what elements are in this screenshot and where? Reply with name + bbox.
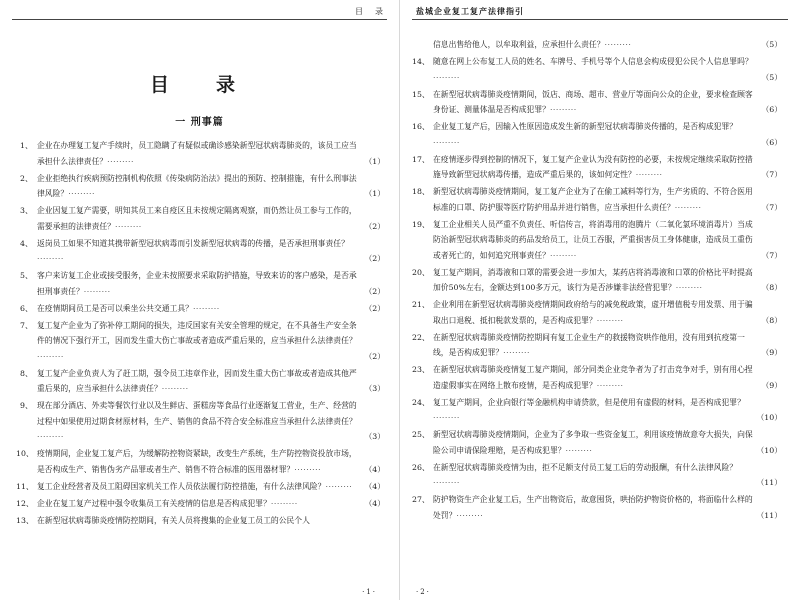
toc-entry-page: （2） <box>364 254 385 263</box>
toc-entry-number: 11、 <box>16 481 34 491</box>
toc-entry-text: 现在部分酒店、外卖等餐饮行业以及生鲜店、蛋糕房等食品行业逐渐复工营业，生产、经营的过程中如果使用过期食材原材料，生产、销售的食品不符合安全标准应当承担什么法律责任？ <box>37 401 357 426</box>
toc-entry-text: 复工复产企业负责人为了赶工期，强令员工违章作业，因而发生重大伤亡事故或者造成其他严重后果的，应当承担什么法律责任？ <box>37 368 357 393</box>
toc-entry[interactable] <box>412 362 782 393</box>
toc-entry-page: （7） <box>761 250 782 260</box>
toc-entry-text: 复工复产期间，消毒液和口罩的需要会进一步加大，某药店将消毒液和口罩的价格比平时提高加价50%左右，金额达到100多万元，该行为是否涉嫌非法经营犯罪？ <box>433 267 753 292</box>
toc-entry-text: 在新型冠状病毒肺炎疫情为由，拒不足额支付员工复工后的劳动报酬，有什么法律风险？ <box>433 462 738 472</box>
toc-entry-text: 复工复产企业为了弥补停工期间的损失，违反国家有关安全管理的规定，在不具备生产安全条件的情况下强行开工，因而发生重大伤亡事故或者造成严重后果的，应当承担什么法律责任？ <box>37 320 357 345</box>
toc-entry-page: （10） <box>756 413 782 422</box>
leader-dots: ········· <box>456 510 484 520</box>
toc-entry-number: 15、 <box>412 89 430 99</box>
running-head-right: 盐城企业复工复产法律指引 <box>416 6 524 16</box>
toc-entry-text: 在新型冠状病毒肺炎疫情期间，饭店、商场、超市、营业厅等面向公众的企业，要求检查顾客身份证、测量体温是否构成犯罪？ <box>433 89 753 114</box>
toc-entry[interactable] <box>20 268 385 299</box>
toc-entry-text: 新型冠状病毒肺炎疫情期间，复工复产企业为了在偷工减料等行为，生产劣质的、不符合医用标准的口罩、防护服等医疗防护用品并进行销售，应当承担什么责任？ <box>433 187 753 212</box>
toc-entry-page: （1） <box>364 189 385 198</box>
toc-entry[interactable] <box>416 37 782 53</box>
toc-entry-number: 18、 <box>412 187 430 196</box>
toc-entry[interactable] <box>412 330 782 361</box>
right-page <box>400 0 800 600</box>
toc-entry-number: 5、 <box>20 271 33 280</box>
toc-entry-number: 27、 <box>412 495 430 504</box>
toc-entry-text: 企业在办理复工复产手续时，员工隐瞒了有疑似或确诊感染新型冠状病毒肺炎的，该员工应当承担什么法律责任？ <box>37 141 357 166</box>
toc-entry-text: 复工企业经营者及员工阻碍国家机关工作人员依法履行防控措施，有什么法律风险？ <box>37 481 326 491</box>
leader-dots: ········· <box>325 481 353 491</box>
toc-entry-number: 17、 <box>412 154 430 164</box>
leader-dots: ········· <box>635 170 663 179</box>
toc-entry-page: （10） <box>756 445 782 455</box>
toc-entry[interactable] <box>16 496 385 512</box>
leader-dots: ········· <box>674 202 702 212</box>
toc-entry[interactable] <box>20 171 385 202</box>
toc-entry-number: 13、 <box>16 515 34 525</box>
toc-entry-number: 20、 <box>412 267 430 277</box>
toc-entry[interactable] <box>412 87 782 118</box>
toc-entry-text: 企业因复工复产需要，明知其员工来自疫区且未按规定隔离观察，而仍然让员工参与工作的，需要承担的法律责任？ <box>37 206 357 231</box>
leader-dots: ········· <box>294 464 322 474</box>
toc-entry-page: （5） <box>761 40 782 49</box>
toc-entry[interactable] <box>412 119 782 150</box>
toc-entry-text: 企业利用在新型冠状病毒肺炎疫情期间政府给与的减免税政策，虚开增值税专用发票、用于骗取出口退税、抵扣税款发票的，是否构成犯罪？ <box>433 300 753 325</box>
toc-entry-number: 6、 <box>20 303 33 313</box>
header-rule-right <box>412 19 788 20</box>
leader-dots: ········· <box>503 348 530 357</box>
toc-entry[interactable] <box>16 479 385 495</box>
toc-entry[interactable] <box>412 217 782 264</box>
leader-dots: ········· <box>114 221 142 231</box>
toc-entry-text: 防护物资生产企业复工后，生产出物资后，故意囤货，哄抬防护物资价格的，将面临什么样的处罚？ <box>433 495 753 520</box>
toc-entry-page: （11） <box>756 478 782 487</box>
toc-entry[interactable] <box>412 152 782 183</box>
leader-dots: ········· <box>433 72 460 82</box>
toc-entry-page: （4） <box>364 464 385 474</box>
toc-entry-text: 在新型冠状病毒肺炎疫情复工复产期间，部分同类企业竞争者为了打击竞争对手，别有用心捏造虚假事实在网络上散布疫情，是否构成犯罪？ <box>433 365 753 390</box>
toc-entry-number: 14、 <box>412 57 430 66</box>
leader-dots: ········· <box>549 250 577 260</box>
toc-entry[interactable] <box>20 318 385 365</box>
toc-entry-number: 9、 <box>20 401 33 410</box>
toc-entry-page: （3） <box>364 384 385 393</box>
header-rule-left <box>12 19 387 20</box>
leader-dots: ········· <box>37 432 64 441</box>
toc-entry-page: （6） <box>761 105 782 114</box>
leader-dots: ········· <box>433 413 460 422</box>
leader-dots: ········· <box>107 156 134 166</box>
toc-entry[interactable] <box>412 395 782 426</box>
toc-entry[interactable] <box>20 203 385 234</box>
toc-entry-text: 随意在网上公布复工人员的姓名、车牌号、手机号等个人信息会构成侵犯公民个人信息罪吗？ <box>433 57 753 66</box>
toc-entry-number: 8、 <box>20 368 33 378</box>
toc-entry[interactable] <box>16 513 385 529</box>
toc-entry[interactable] <box>20 138 385 169</box>
leader-dots: ········· <box>270 498 298 508</box>
toc-entry-text: 企业复工复产后，因输入性原因造成发生新的新型冠状病毒肺炎传播的，是否构成犯罪？ <box>433 122 738 131</box>
toc-entry-page: （2） <box>364 351 385 361</box>
leader-dots: ········· <box>37 254 64 263</box>
leader-dots: ········· <box>596 380 624 390</box>
toc-entry-page: （7） <box>761 170 782 179</box>
toc-entry-text: 在疫情期间员工是否可以乘坐公共交通工具？ <box>37 303 193 313</box>
toc-entry[interactable] <box>412 265 782 296</box>
toc-entry-number: 21、 <box>412 300 430 309</box>
toc-entry-number: 3、 <box>20 206 33 215</box>
toc-entry-page: （9） <box>761 380 782 390</box>
toc-entry-number: 2、 <box>20 173 33 183</box>
leader-dots: ········· <box>433 478 460 487</box>
toc-entry-page: （6） <box>761 137 782 147</box>
toc-entry[interactable] <box>20 236 385 267</box>
leader-dots: ········· <box>604 40 632 49</box>
leader-dots: ········· <box>549 105 577 114</box>
toc-entry-page: （2） <box>364 221 385 231</box>
toc-entry[interactable] <box>412 427 782 458</box>
toc-entry-page: （11） <box>756 510 782 520</box>
page-number-left: ·1· <box>362 588 377 596</box>
section-title: 一 刑事篇 <box>175 117 224 128</box>
toc-entry-page: （2） <box>364 286 385 296</box>
toc-entry-number: 4、 <box>20 238 33 248</box>
toc-entry[interactable] <box>20 398 385 445</box>
toc-entry-text: 疫情期间，企业复工复产后，为缓解防控物资紧缺，改变生产系统，生产防控物资投放市场，是否构成生产、销售伪劣产品罪或者生产、销售不符合标准的医用器材罪？ <box>37 449 357 474</box>
toc-title: 目 录 <box>149 74 249 96</box>
toc-entry-text: 新型冠状病毒肺炎疫情期间，企业为了多争取一些资金复工，利用该疫情故意夸大损失，向保险公司申请保险理赔，是否构成犯罪？ <box>433 430 753 455</box>
toc-entry-number: 10、 <box>16 449 34 458</box>
toc-entry-number: 26、 <box>412 462 430 472</box>
toc-entry-page: （3） <box>364 432 385 441</box>
toc-entry[interactable] <box>412 297 782 328</box>
toc-entry-number: 23、 <box>412 365 430 374</box>
toc-entry-page: （2） <box>364 303 385 313</box>
toc-entry-page: （5） <box>761 72 782 82</box>
toc-entry-number: 12、 <box>16 498 34 508</box>
toc-entry-page: （4） <box>364 481 385 491</box>
toc-entry[interactable] <box>412 184 782 215</box>
leader-dots: ········· <box>433 137 460 147</box>
leader-dots: ········· <box>675 283 703 292</box>
toc-entry-number: 22、 <box>412 332 430 342</box>
toc-entry-number: 16、 <box>412 122 430 131</box>
toc-entry-number: 25、 <box>412 430 430 439</box>
toc-entry-text: 企业拒绝执行疾病预防控制机构依照《传染病防治法》提出的预防、控制措施，有什么刑事法律风险？ <box>37 173 357 198</box>
toc-entry-text: 企业在复工复产过程中强令收集员工有关疫情的信息是否构成犯罪？ <box>37 498 271 508</box>
toc-entry-number: 24、 <box>412 397 430 407</box>
leader-dots: ········· <box>37 351 64 361</box>
toc-entry-page: （1） <box>364 156 385 166</box>
toc-list-right <box>412 37 782 525</box>
toc-entry-text: 客户来访复工企业或接受服务，企业未按照要求采取防护措施，导致来访的客户感染，是否承担刑事责任？ <box>37 271 357 296</box>
toc-entry-text: 返岗员工如果不知道其携带新型冠状病毒而引发新型冠状病毒的传播，是否承担刑事责任？ <box>37 238 349 248</box>
toc-entry-number: 19、 <box>412 219 430 229</box>
toc-entry-text: 复工复产期间，企业向银行等金融机构申请贷款，但是使用有虚假的材料，是否构成犯罪？ <box>433 397 745 407</box>
toc-entry-page: （8） <box>761 315 782 325</box>
toc-entry[interactable] <box>20 301 385 317</box>
leader-dots: ········· <box>161 384 189 393</box>
toc-entry-text: 复工企业相关人员严重不负责任、听信传言，将消毒用的泡腾片（二氧化氯环境消毒片）当成防治新型冠状病毒肺炎的药品发给员工，让员工吞服，严重损害员工身体健康，造成员工重伤或者死亡的，如何追究刑事责任？ <box>433 219 753 260</box>
toc-entry-text: 在新型冠状病毒肺炎疫情防控期间有复工企业生产的救援物资哄作他用，没有用到抗疫第一线，是否构成犯罪？ <box>433 332 745 357</box>
toc-entry-text: 在新型冠状病毒肺炎疫情防控期间，有关人员将搜集的企业复工员工的公民个人 <box>37 515 310 525</box>
running-head-left: 目 录 <box>355 7 385 16</box>
leader-dots: ········· <box>83 286 111 296</box>
toc-entry-text: 信息出售给他人，以牟取利益，应承担什么责任？ <box>433 40 605 49</box>
toc-entry[interactable] <box>412 54 782 85</box>
toc-entry[interactable] <box>412 492 782 523</box>
toc-entry-page: （4） <box>364 498 385 508</box>
toc-entry-number: 7、 <box>20 320 33 330</box>
toc-entry-page: （9） <box>761 348 782 357</box>
leader-dots: ········· <box>565 445 593 455</box>
toc-entry-text: 在疫情逐步得到控制的情况下，复工复产企业认为没有防控的必要，未按规定继续采取防控措施导致新型冠状病毒传播，造成严重后果的，该如何定性？ <box>433 154 753 179</box>
page-number-right: ·2· <box>416 588 431 596</box>
toc-entry[interactable] <box>16 446 385 477</box>
toc-entry-page: （7） <box>761 202 782 212</box>
toc-entry[interactable] <box>412 460 782 491</box>
leader-dots: ········· <box>68 189 95 198</box>
leader-dots: ········· <box>596 315 624 325</box>
toc-entry[interactable] <box>20 366 385 397</box>
toc-entry-page: （8） <box>761 283 782 292</box>
toc-list-left <box>16 138 385 530</box>
leader-dots: ········· <box>192 303 220 313</box>
toc-entry-number: 1、 <box>20 141 33 150</box>
